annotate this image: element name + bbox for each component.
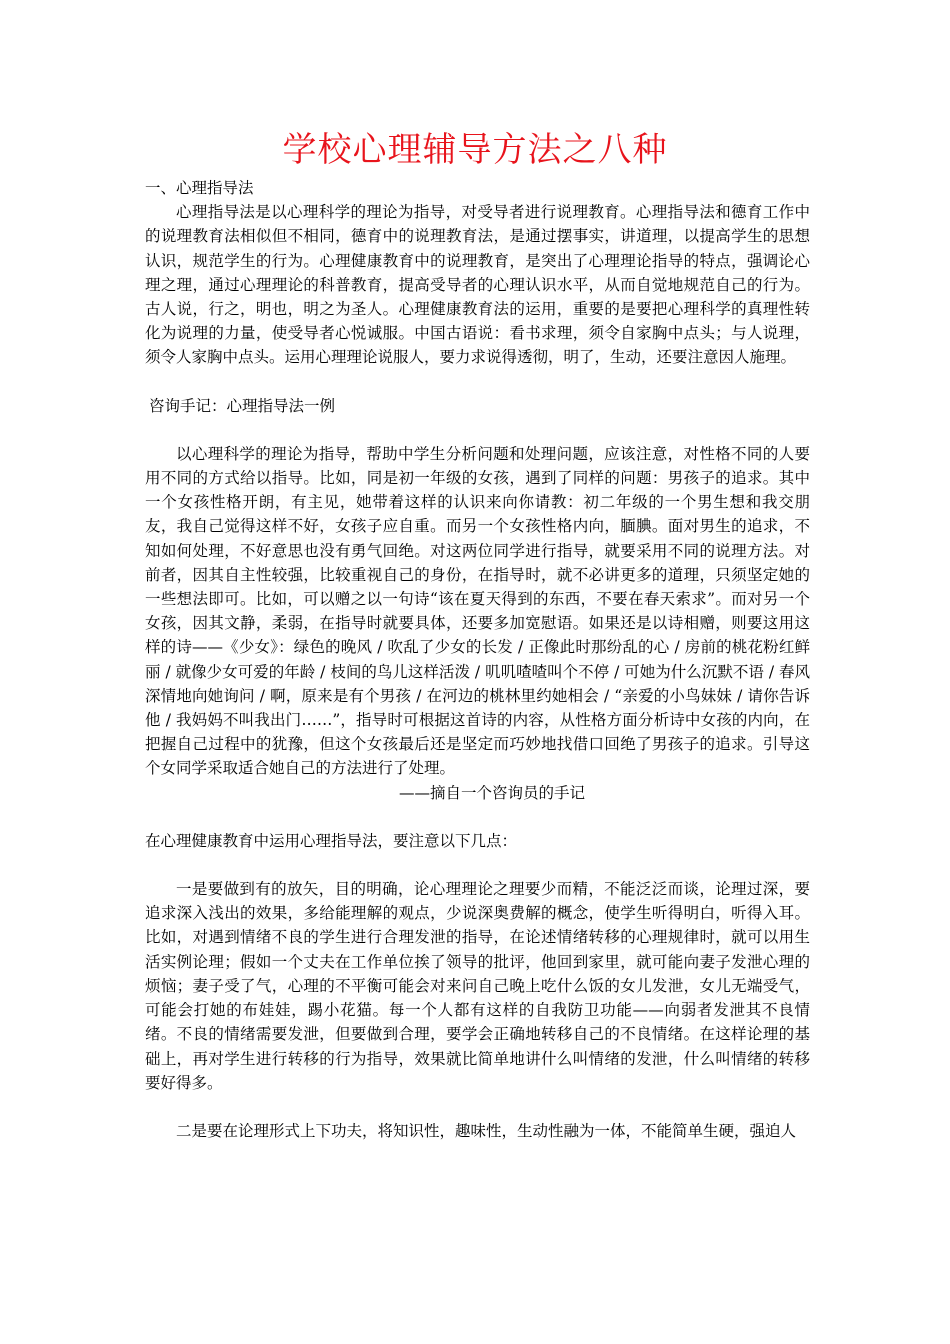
points-intro: 在心理健康教育中运用心理指导法，要注意以下几点： <box>145 831 518 850</box>
spacer <box>145 418 810 442</box>
spacer <box>145 1095 810 1119</box>
document-title: 学校心理辅导方法之八种 <box>282 130 668 170</box>
spacer <box>145 805 810 829</box>
paragraph-case: 以心理科学的理论为指导，帮助中学生分析问题和处理问题，应该注意，对性格不同的人要用不同的方式给以指导。比如，同是初一年级的女孩，遇到了同样的问题：男孩子的追求。其中一个女孩性格开朗，有主见，她带着这样的认识来向你请教：初二年级的一个男生想和我交朋友，我自己觉得这样不好，女孩子应自重。而另一个女孩性格内向，腼腆。面对男生的追求，不知如何处理，不好意思也没有勇气回绝。对这两位同学进行指导，就要采用不同的说理方法。对前者，因其自主性较强，比较重视自己的身份，在指导时，就不必讲更多的道理，只须坚定她的一些想法即可。比如，可以赠之以一句诗“该在夏天得到的东西，不要在春天索求”。而对另一个女孩，因其文静，柔弱，在指导时就要具体，还要多加宽慰语。如果还是以诗相赠，则要这用这样的诗——《少女》：绿色的晚风 / 吹乱了少女的长发 / 正像此时那纷乱的心 / 房前的桃花粉红鲜丽 / 就像少女可爱的年龄 / 枝间的鸟儿这样活泼 / 叽叽喳喳叫个不停 / 可她为什么沉默不语 / 春风深情地向她询问 / 啊，原来是有个男孩 / 在河边的桃林里约她相会 / “亲爱的小鸟妹妹 / 请你告诉他 / 我妈妈不叫我出门……”，指导时可根据这首诗的内容，从性格方面分析诗中女孩的内向，在把握自己过程中的犹豫，但这个女孩最后还是坚定而巧妙地找借口回绝了男孩子的追求。引导这个女同学采取适合她自己的方法进行了处理。 <box>145 444 810 778</box>
paragraph-point-1: 一是要做到有的放矢，目的明确，论心理理论之理要少而精，不能泛泛而谈，论理过深，要追求深入浅出的效果，多给能理解的观点，少说深奥费解的概念，使学生听得明白，听得入耳。比如，对遇到情绪不良的学生进行合理发泄的指导，在论述情绪转移的心理规律时，就可以用生活实例论理；假如一个丈夫在工作单位挨了领导的批评，他回到家里，就可能向妻子发泄心理的烦恼；妻子受了气，心理的不平衡可能会对来问自己晚上吃什么饭的女儿发泄，女儿无端受气，可能会打她的布娃娃，踢小花猫。每一个人都有这样的自我防卫功能——向弱者发泄其不良情绪。不良的情绪需要发泄，但要做到合理，要学会正确地转移自己的不良情绪。在这样论理的基础上，再对学生进行转移的行为指导，效果就比简单地讲什么叫情绪的发泄，什么叫情绪的转移要好得多。 <box>145 880 810 1092</box>
paragraph-intro: 心理指导法是以心理科学的理论为指导，对受导者进行说理教育。心理指导法和德育工作中的说理教育法相似但不相同，德育中的说理教育法，是通过摆事实，讲道理，以提高学生的思想认识，规范学生的行为。心理健康教育中的说理教育，是突出了心理理论指导的特点，强调论心理之理，通过心理理论的科普教育，提高受导者的心理认识水平，从而自觉地规范自己的行为。古人说，行之，明也，明之为圣人。心理健康教育法的运用，重要的是要把心理科学的真理性转化为说理的力量，使受导者心悦诚服。中国古语说：看书求理，须令自家胸中点头；与人说理，须令人家胸中点头。运用心理理论说服人，要力求说得透彻，明了，生动，还要注意因人施理。 <box>145 203 810 367</box>
document-body <box>145 176 810 1143</box>
section-heading: 一、心理指导法 <box>145 179 254 197</box>
spacer <box>145 370 810 394</box>
paragraph-point-2: 二是要在论理形式上下功夫，将知识性，趣味性，生动性融为一体，不能简单生硬，强迫人 <box>176 1121 797 1140</box>
spacer <box>145 853 810 877</box>
source-attribution: ——摘自一个咨询员的手记 <box>398 783 585 802</box>
note-title: 咨询手记：心理指导法一例 <box>149 396 336 415</box>
